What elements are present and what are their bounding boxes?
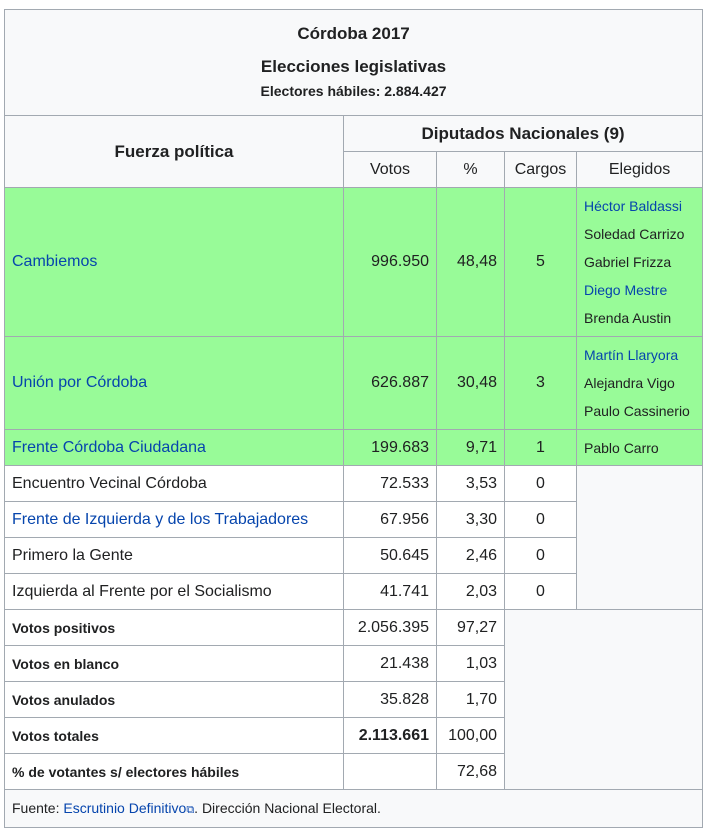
percent-cell: 3,30 [437, 502, 505, 538]
summary-percent: 72,68 [437, 754, 505, 790]
elected-list [577, 188, 703, 337]
seats-cell: 1 [505, 430, 577, 466]
party-link-frente-cordoba-ciudadana[interactable]: Frente Córdoba Ciudadana [5, 430, 344, 466]
header-seats: Cargos [505, 152, 577, 188]
elected-name: Pablo Carro [577, 430, 703, 466]
table-row-cambiemos [5, 188, 703, 337]
caption-electors: Electores hábiles: 2.884.427 [260, 83, 447, 99]
summary-percent: 1,03 [437, 646, 505, 682]
votes-cell: 72.533 [344, 466, 437, 502]
summary-votes: 21.438 [344, 646, 437, 682]
source-note [5, 790, 703, 828]
table-footer [5, 790, 703, 828]
summary-percent: 97,27 [437, 610, 505, 646]
party-name: Encuentro Vecinal Córdoba [5, 466, 344, 502]
elected-name: Paulo Cassinerio [584, 403, 690, 419]
party-link-fit[interactable]: Frente de Izquierda y de los Trabajadores [5, 502, 344, 538]
percent-cell: 9,71 [437, 430, 505, 466]
elected-name: Brenda Austin [584, 310, 672, 326]
header-party: Fuerza política [5, 116, 344, 188]
elected-link-martin-llaryora[interactable]: Martín Llaryora [584, 347, 679, 363]
votes-cell: 67.956 [344, 502, 437, 538]
elected-name: Gabriel Frizza [584, 254, 672, 270]
seats-cell: 0 [505, 574, 577, 610]
party-name: Primero la Gente [5, 538, 344, 574]
source-suffix: . Dirección Nacional Electoral. [194, 800, 381, 816]
seats-cell: 0 [505, 502, 577, 538]
header-elected: Elegidos [577, 152, 703, 188]
caption-subtitle: Elecciones legislativas [260, 57, 447, 76]
summary-votes: 2.056.395 [344, 610, 437, 646]
summary-label: Votos en blanco [5, 646, 344, 682]
percent-cell: 48,48 [437, 188, 505, 337]
header-votes: Votos [344, 152, 437, 188]
header-diputados: Diputados Nacionales (9) [344, 116, 703, 152]
party-link-cambiemos[interactable]: Cambiemos [5, 188, 344, 337]
elected-name: Alejandra Vigo [584, 375, 675, 391]
votes-cell: 996.950 [344, 188, 437, 337]
table-row [5, 466, 703, 502]
header-percent: % [437, 152, 505, 188]
seats-cell: 0 [505, 466, 577, 502]
table-caption [5, 10, 703, 116]
empty-summary-cell [505, 610, 703, 790]
elected-name: Soledad Carrizo [584, 226, 685, 242]
source-prefix: Fuente: [12, 800, 64, 816]
table-row-union-por-cordoba [5, 337, 703, 430]
summary-votes [344, 754, 437, 790]
percent-cell: 2,03 [437, 574, 505, 610]
summary-label: Votos positivos [5, 610, 344, 646]
votes-cell: 199.683 [344, 430, 437, 466]
percent-cell: 3,53 [437, 466, 505, 502]
percent-cell: 2,46 [437, 538, 505, 574]
source-link[interactable]: Escrutinio Definitivo [63, 800, 187, 816]
seats-cell: 5 [505, 188, 577, 337]
summary-percent: 1,70 [437, 682, 505, 718]
election-results-table [4, 9, 703, 828]
seats-cell: 3 [505, 337, 577, 430]
elected-link-hector-baldassi[interactable]: Héctor Baldassi [584, 198, 683, 214]
votes-cell: 626.887 [344, 337, 437, 430]
summary-votes: 35.828 [344, 682, 437, 718]
party-name: Izquierda al Frente por el Socialismo [5, 574, 344, 610]
summary-label: Votos anulados [5, 682, 344, 718]
table-row-frente-cordoba-ciudadana [5, 430, 703, 466]
party-link-union-por-cordoba[interactable]: Unión por Córdoba [5, 337, 344, 430]
votes-cell: 41.741 [344, 574, 437, 610]
summary-label: % de votantes s/ electores hábiles [5, 754, 344, 790]
elected-link-diego-mestre[interactable]: Diego Mestre [584, 282, 668, 298]
summary-row [5, 610, 703, 646]
seats-cell: 0 [505, 538, 577, 574]
external-link-icon: ⧉ [186, 804, 195, 816]
empty-elected-cell [577, 466, 703, 610]
votes-cell: 50.645 [344, 538, 437, 574]
summary-percent: 100,00 [437, 718, 505, 754]
caption-title: Córdoba 2017 [297, 24, 410, 43]
percent-cell: 30,48 [437, 337, 505, 430]
summary-label: Votos totales [5, 718, 344, 754]
summary-votes: 2.113.661 [344, 718, 437, 754]
elected-list [577, 337, 703, 430]
